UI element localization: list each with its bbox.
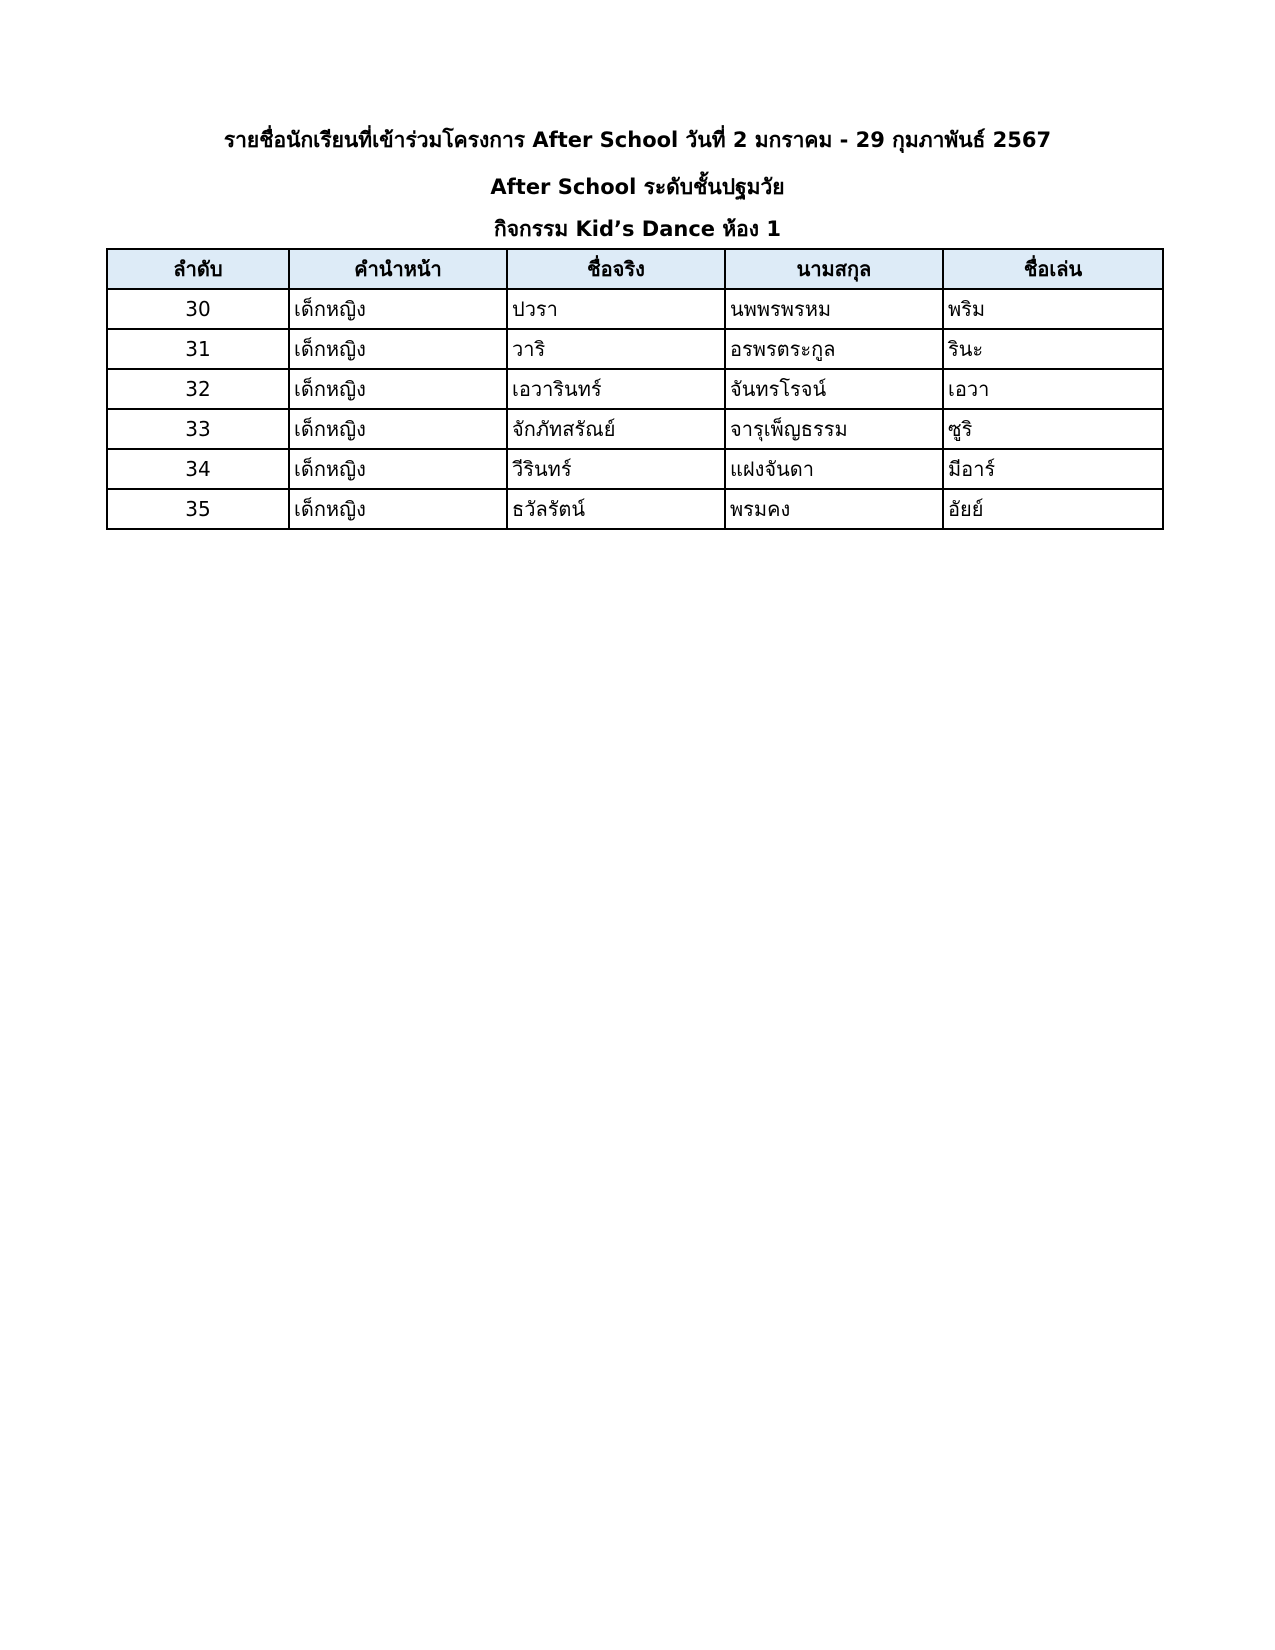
table-row [107,369,1163,409]
header-prefix: คำนำหน้า [289,249,507,289]
table-row [107,449,1163,489]
student-roster-table [106,248,1164,530]
cell-prefix: เด็กหญิง [289,329,507,369]
cell-first-name: ธวัลรัตน์ [507,489,725,529]
cell-first-name: วีรินทร์ [507,449,725,489]
header-nickname: ชื่อเล่น [943,249,1163,289]
table-row [107,409,1163,449]
cell-nickname: ซูริ [943,409,1163,449]
table-row [107,489,1163,529]
cell-prefix: เด็กหญิง [289,369,507,409]
cell-prefix: เด็กหญิง [289,489,507,529]
cell-first-name: เอวารินทร์ [507,369,725,409]
cell-no: 32 [107,369,289,409]
cell-nickname: มีอาร์ [943,449,1163,489]
cell-first-name: จักภัทสรัณย์ [507,409,725,449]
table-row [107,329,1163,369]
cell-last-name: จารุเพ็ญธรรม [725,409,943,449]
cell-prefix: เด็กหญิง [289,289,507,329]
cell-last-name: พรมคง [725,489,943,529]
cell-no: 35 [107,489,289,529]
cell-last-name: จันทรโรจน์ [725,369,943,409]
header-last-name: นามสกุล [725,249,943,289]
document-title: รายชื่อนักเรียนที่เข้าร่วมโครงการ After School วันที่ 2 มกราคม - 29 กุมภาพันธ์ 2567 [223,128,1052,152]
header-first-name: ชื่อจริง [507,249,725,289]
cell-no: 34 [107,449,289,489]
document-subtitle-activity: กิจกรรม Kid’s Dance ห้อง 1 [494,217,781,241]
cell-last-name: นพพรพรหม [725,289,943,329]
cell-nickname: พริม [943,289,1163,329]
cell-no: 30 [107,289,289,329]
cell-prefix: เด็กหญิง [289,449,507,489]
cell-last-name: แฝงจันดา [725,449,943,489]
cell-first-name: วาริ [507,329,725,369]
cell-last-name: อรพรตระกูล [725,329,943,369]
cell-no: 33 [107,409,289,449]
cell-nickname: รินะ [943,329,1163,369]
cell-no: 31 [107,329,289,369]
table-row [107,289,1163,329]
header-no: ลำดับ [107,249,289,289]
cell-nickname: อัยย์ [943,489,1163,529]
cell-nickname: เอวา [943,369,1163,409]
document-subtitle-level: After School ระดับชั้นปฐมวัย [490,175,785,199]
cell-first-name: ปวรา [507,289,725,329]
table-header-row [107,249,1163,289]
cell-prefix: เด็กหญิง [289,409,507,449]
